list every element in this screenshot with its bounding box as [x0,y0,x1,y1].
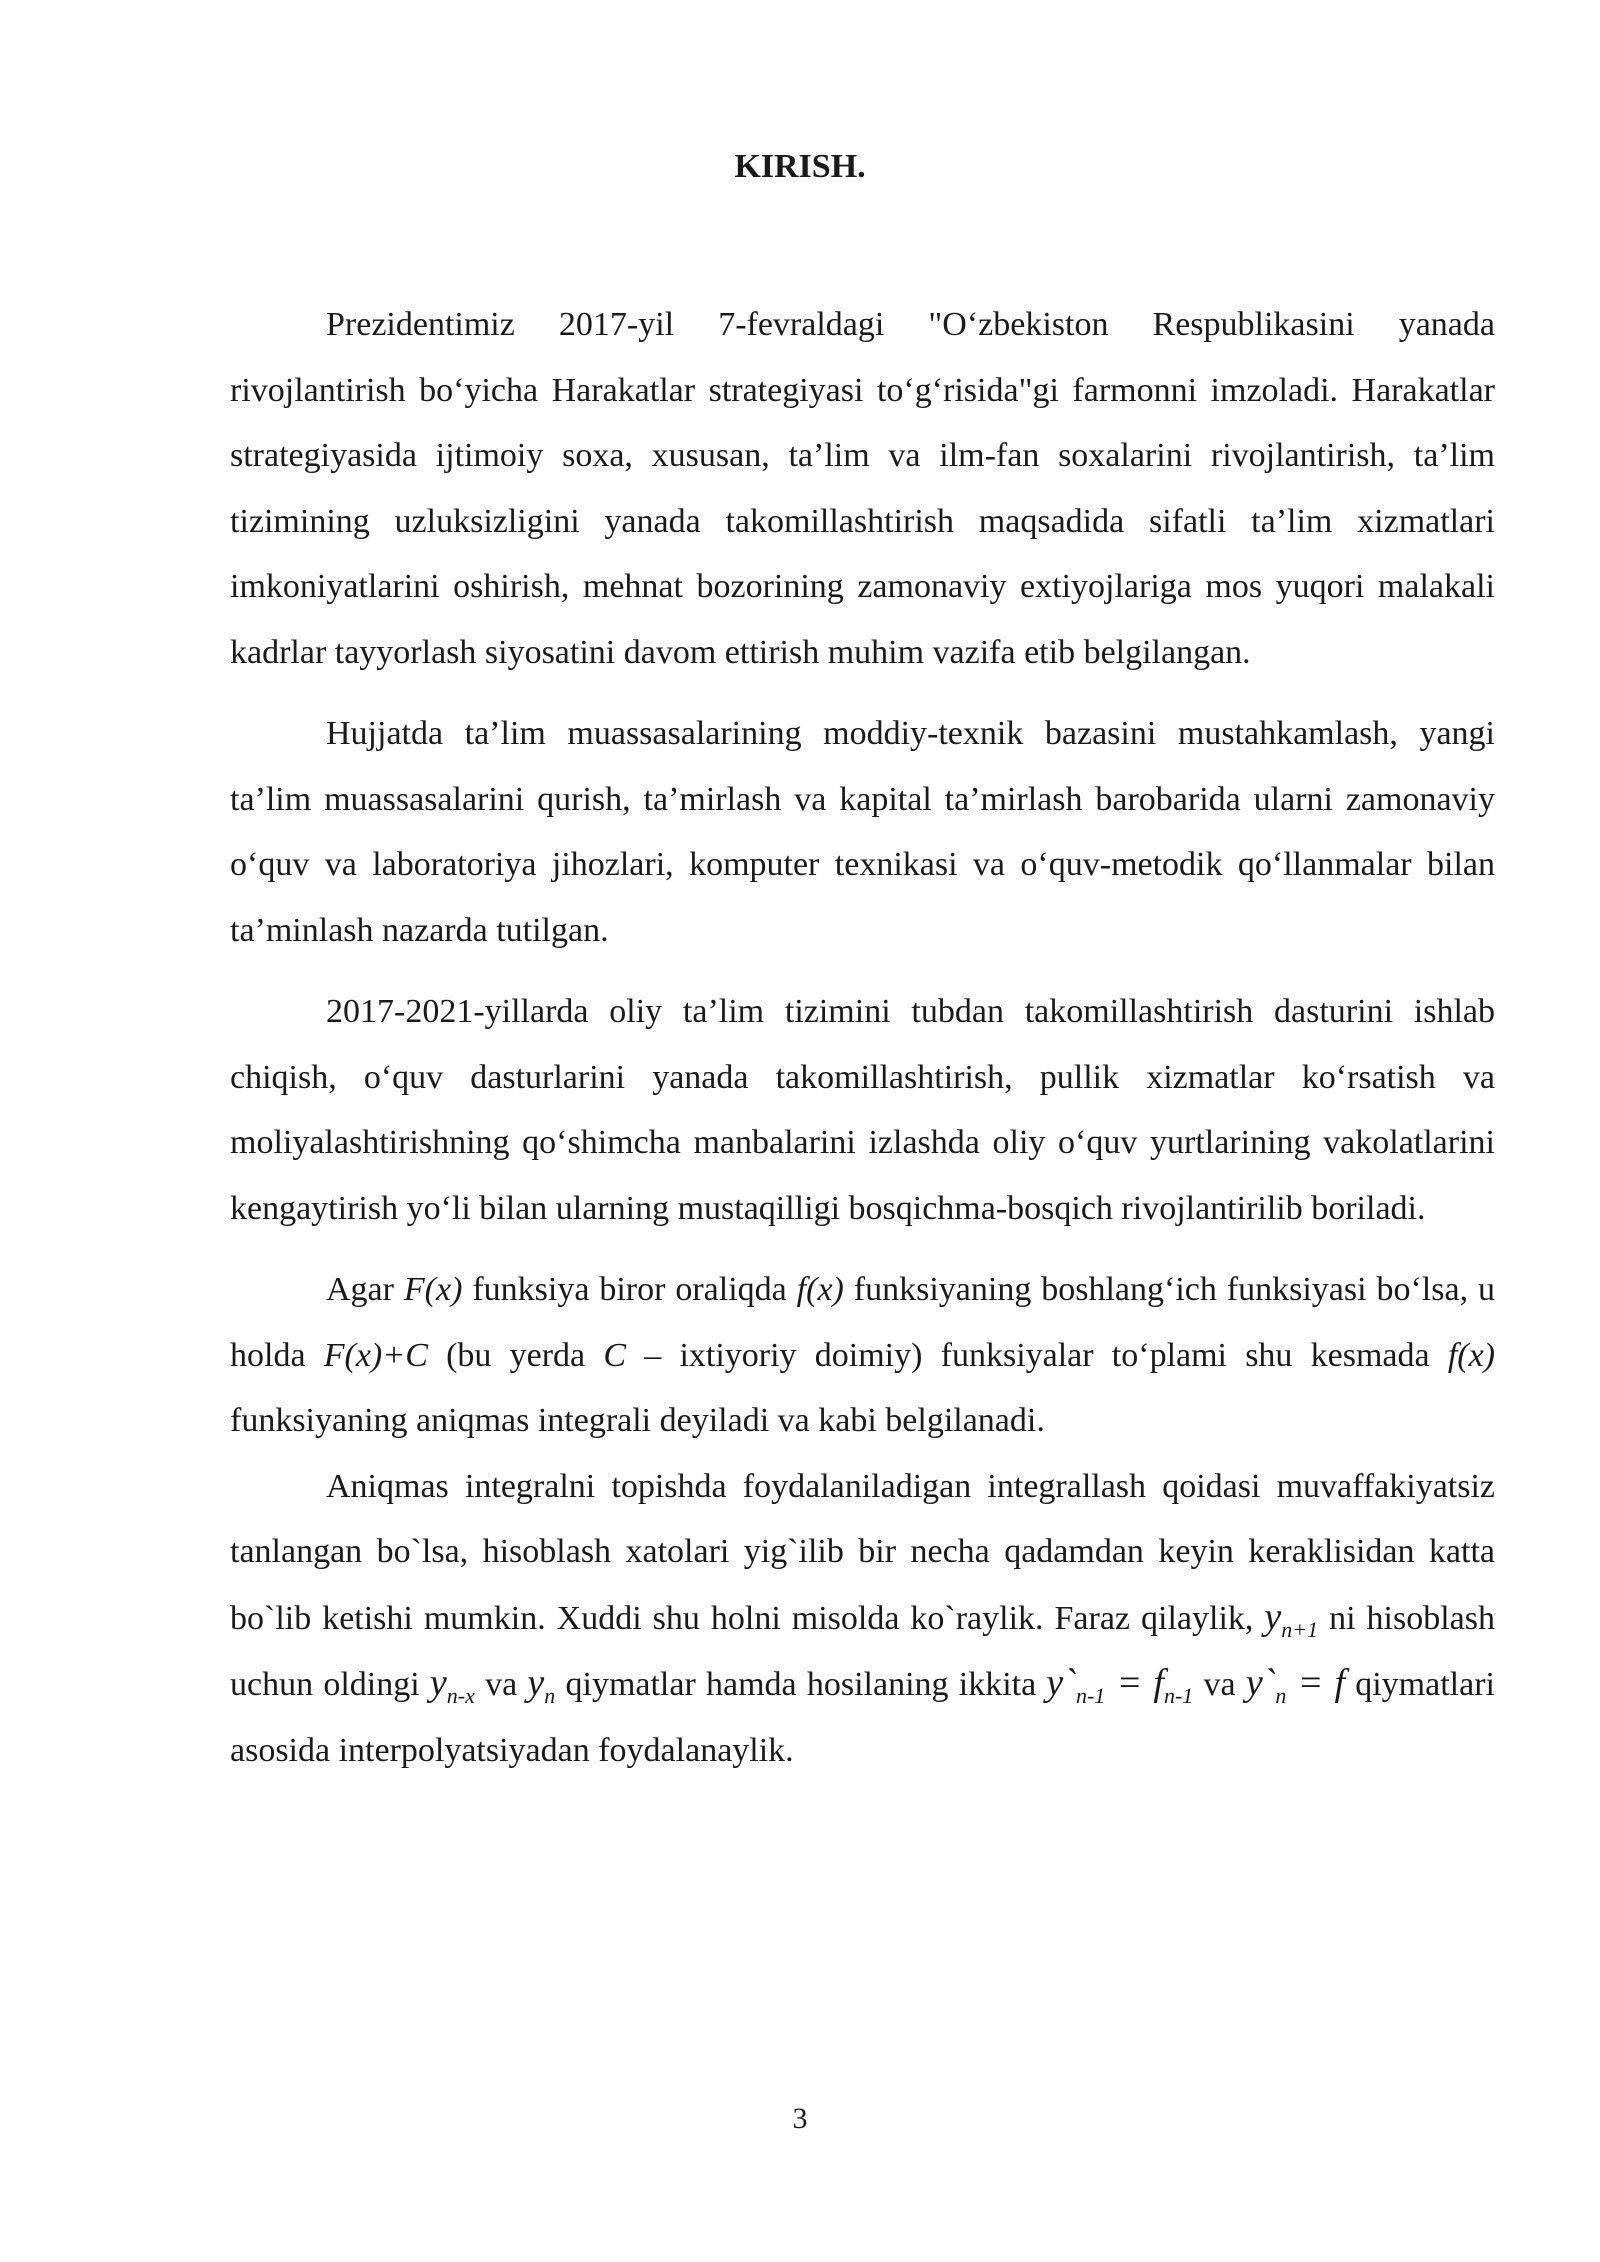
paragraph-5: Aniqmas integralni topishda foydalaniladigan integrallash qoidasi muvaffakiyatsiz tanlangan bo`lsa, hisoblash xatolari yig`ilib bir necha qadamdan keyin keraklisidan katta bo`lib ketishi mumkin. Xuddi shu holni misolda ko`raylik. Faraz qilaylik, $y_{n+1}$ ni hisoblash uchun oldingi $y_{n-x}$ va $y_n$ qiymatlar hamda hosilaning ikkita $y`_{n-1} = f_{n-1}$ va $y`_n = f$ qiymatlari asosida interpolyatsiyadan foydalanaylik. [230,1467,1495,1769]
paragraph-4: Agar F(x) funksiya biror oraliqda f(x) funksiyaning boshlang‘ich funksiyasi bo‘lsa, u holda F(x)+C (bu yerda C – ixtiyoriy doimiy) funksiyalar to‘plami shu kesmada f(x) funksiyaning aniqmas integrali deyiladi va kabi belgilanadi. [230,1271,1495,1439]
document-body [230,292,1495,1783]
paragraph-1: Prezidentimiz 2017-yil 7-fevraldagi "O‘zbekiston Respublikasini yanada rivojlantirish bo‘yicha Harakatlar strategiyasi to‘g‘risida"gi farmonni imzoladi. Harakatlar strategiyasida ijtimoiy soxa, xususan, ta’lim va ilm-fan soxalarini rivojlantirish, ta’lim tizimining uzluksizligini yanada takomillashtirish maqsadida sifatli ta’lim xizmatlari imkoniyatlarini oshirish, mehnat bozorining zamonaviy extiyojlariga mos yuqori malakali kadrlar tayyorlash siyosatini davom ettirish muhim vazifa etib belgilangan. [230,306,1495,671]
math-Fx-plus-C: F(x)+C [323,1336,428,1374]
math-Fx: F(x) [403,1271,463,1308]
math-C: C [603,1336,627,1374]
math-fx-2: f(x) [1447,1336,1495,1374]
page-number: 3 [792,2102,808,2135]
paragraph-3: 2017-2021-yillarda oliy ta’lim tizimini tubdan takomillashtirish dasturini ishlab chiqish, o‘quv dasturlarini yanada takomillashtirish, pullik xizmatlar ko‘rsatish va moliyalashtirishning qo‘shimcha manbalarini izlashda oliy o‘quv yurtlarining vakolatlarini kengaytirish yo‘li bilan ularning mustaqilligi bosqichma-bosqich rivojlantirilib boriladi. [230,993,1495,1227]
page-title: KIRISH. [734,148,866,185]
math-fx: f(x) [796,1271,844,1308]
paragraph-2: Hujjatda ta’lim muassasalarining moddiy-texnik bazasini mustahkamlash, yangi ta’lim muassasalarini qurish, ta’mirlash va kapital ta’mirlash barobarida ularni zamonaviy o‘quv va laboratoriya jihozlari, komputer texnikasi va o‘quv-metodik qo‘llanmalar bilan ta’minlash nazarda tutilgan. [230,715,1495,949]
